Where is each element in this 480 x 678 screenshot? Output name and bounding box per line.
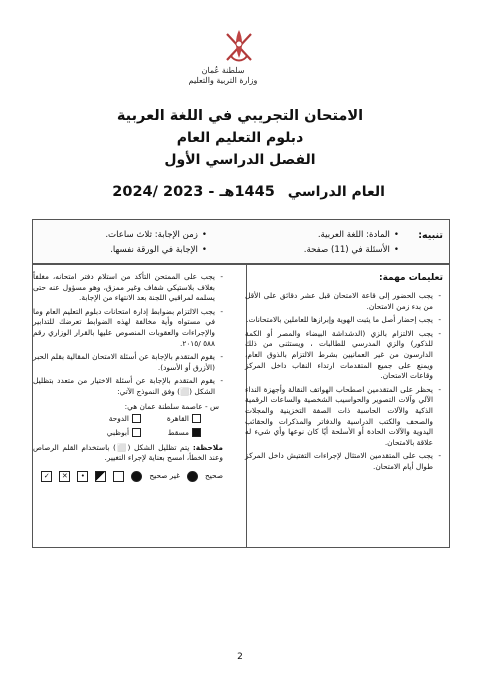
notice-time: • زمن الإجابة: ثلاث ساعات. [105,228,207,243]
instruction-item: - يحظر على المتقدمين اصطحاب الهواتف النقالة وأجهزة النداء الآلي وآلات التصوير والحواسيب الشخصية والساعات الرقمية الذكية والآلات الحاسبة ذات الصفة التخزينية والمجلات والصحف والكتب الدراسية والدفاتر والمذكرات والحقائب اليدوية والآلات الحادة أو الأسلحة أيًا كان نوعها وأي شيء له علاقة بالامتحان. [245,385,441,449]
mcq-example [33,401,223,439]
half-filled-box-icon [95,471,106,482]
notice-pages: • الأسئلة في (11) صفحة. [304,243,399,258]
ministry-line-2: وزارة التربية والتعليم [188,76,258,85]
instructions-right-column [245,291,441,476]
mcq-option[interactable] [141,413,201,425]
semester-title: الفصل الدراسي الأول [164,152,316,168]
check-box-icon: ✓ [41,471,52,482]
empty-box-icon [113,471,124,482]
dot-box-icon: • [77,471,88,482]
notice-label: تنبيه: [418,230,443,241]
instruction-item: - يجب على المتقدمين الامتثال لإجراءات التفتيش داخل المركز طوال أيام الامتحان. [245,451,441,472]
instruction-item: - يقوم المتقدم بالإجابة عن أسئلة الاختيار من متعدد بتظليل الشكل (⬜) وفق النموذج الآتي: [33,376,223,397]
instructions-box [32,264,450,548]
filled-circle-icon [131,471,142,482]
checkbox-icon [132,414,141,423]
instruction-item: - يقوم المتقدم بالإجابة عن أسئلة الامتحان المقالية بقلم الحبر (الأزرق أو الأسود). [33,352,223,373]
notice-column-left [105,228,207,258]
ministry-name [188,66,258,86]
mcq-option[interactable] [81,427,141,439]
note-text: يتم تظليل الشكل (⬜) باستخدام القلم الرصاص وعند الخطأ، امسح بعناية لإجراء التغيير. [33,442,223,463]
academic-year [112,184,385,200]
instruction-item: - يجب إحضار أصل ما يثبت الهوية وإبرازها للعاملين بالامتحانات. [245,315,441,326]
note-label: ملاحظة: [192,442,223,452]
cross-box-icon: ✕ [59,471,70,482]
instructions-heading: تعليمات مهمة: [378,273,443,283]
mcq-question: س - عاصمة سلطنة عمان هي: [124,401,219,411]
option-label: الدوحة [108,413,129,423]
year-label: العام الدراسي [287,184,385,200]
checkbox-filled-icon [192,428,201,437]
instructions-left-column [33,272,223,482]
page-number: 2 [237,652,243,662]
checkbox-icon [192,414,201,423]
shading-note [33,443,223,464]
notice-column-right [304,228,399,258]
oman-emblem-icon [221,26,257,66]
diploma-title: دبلوم التعليم العام [176,130,304,146]
ministry-line-1: سلطنة عُمان [201,66,245,75]
option-label: مسقط [167,427,189,437]
exam-titles [0,108,480,168]
notice-answer: • الإجابة في الورقة نفسها. [105,243,207,258]
instruction-item: - يجب الحضور إلى قاعة الامتحان قبل عشر دقائق على الأقل من بدء زمن الامتحان. [245,291,441,312]
instruction-item: - يجب على الممتحن التأكد من استلام دفتر امتحانه، مغلفاً بغلاف بلاستيكي شفاف وغير ممزق، وهو مسؤول عنه حتى يسلمه لمراقبي اللجنة بعد الانتهاء من الإجابة. [33,272,223,304]
shading-samples [33,471,223,482]
correct-label: صحيح [204,470,223,480]
mcq-option-selected[interactable] [141,427,201,439]
wrong-label: غير صحيح [149,470,180,480]
notice-subject: • المادة: اللغة العربية. [304,228,399,243]
notice-box [32,219,450,264]
option-label: القاهرة [166,413,189,423]
exam-title: الامتحان التجريبي في اللغة العربية [116,108,364,124]
filled-circle-icon [187,471,198,482]
instruction-item: - يجب الالتزام بضوابط إدارة امتحانات دبلوم التعليم العام وما في مستواه وأية مخالفة لهذه الضوابط تعرضك للتدابير والإجراءات والعقوبات المنصوص عليها بالقرار الوزاري رقم ٥٨٨ /٢٠١٥. [33,307,223,349]
mcq-option[interactable] [81,413,141,425]
year-value: 1445هـ - 2023 /2024 [112,184,275,200]
instruction-item: - يجب الالتزام بالزي (الدشداشة البيضاء والمصر أو الكمة للذكور) والزي المدرسي للطالبات ، ويستثنى من ذلك الدارسون من غير العمانيين بشرط الالتزام بالذوق العام، ويمنع على جميع المتقدمات ارتداء النقاب داخل المركز وقاعات الامتحان. [245,329,441,382]
option-label: أبوظبي [106,427,129,437]
mcq-options [81,413,201,439]
checkbox-icon [132,428,141,437]
